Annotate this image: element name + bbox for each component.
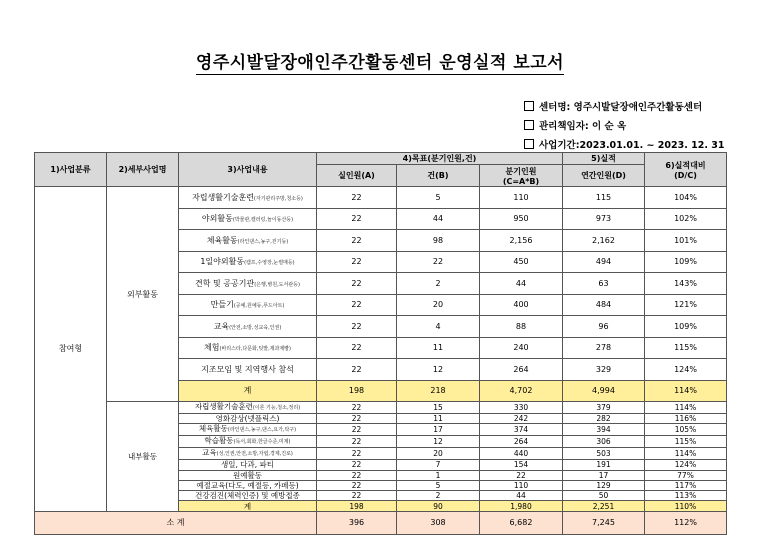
ratio-cell: 114% (645, 380, 727, 402)
goal-people-cell: 22 (317, 187, 397, 209)
actual-annual-cell: 282 (563, 414, 645, 424)
activity-detail: (바리스타,다문화,텃밭,제과제빵) (219, 346, 291, 353)
ratio-cell: 105% (645, 424, 727, 436)
goal-quarter-cell: 44 (480, 273, 563, 295)
actual-annual-cell: 17 (563, 470, 645, 480)
activity-name: 자립생활기술훈련 (192, 192, 254, 202)
header-category: 1)사업분류 (35, 153, 107, 187)
activity-name: 야외활동 (201, 214, 233, 224)
goal-quarter-cell: 330 (480, 402, 563, 414)
goal-count-cell: 11 (397, 414, 480, 424)
goal-quarter-cell: 440 (480, 448, 563, 460)
actual-annual-cell: 129 (563, 480, 645, 490)
goal-quarter-cell: 154 (480, 460, 563, 470)
goal-count-cell: 12 (397, 359, 480, 381)
goal-quarter-cell: 2,156 (480, 230, 563, 252)
goal-people-cell: 22 (317, 294, 397, 316)
goal-count-cell: 2 (397, 491, 480, 501)
goal-people-cell: 22 (317, 414, 397, 424)
activity-item (179, 414, 317, 424)
goal-people-cell: 198 (317, 501, 397, 511)
activity-detail: (독서,회화,한글수준,미계) (233, 439, 291, 446)
actual-annual-cell: 2,251 (563, 501, 645, 511)
actual-annual-cell: 306 (563, 436, 645, 448)
activity-name: 체험 (204, 343, 220, 353)
ratio-cell: 116% (645, 414, 727, 424)
report-title: 영주시발달장애인주간활동센터 운영실적 보고서 (195, 53, 565, 73)
ratio-cell: 143% (645, 273, 727, 295)
activity-item (179, 251, 317, 273)
activity-item (179, 448, 317, 460)
ratio-cell: 124% (645, 460, 727, 470)
checkbox-icon (524, 120, 534, 130)
ratio-cell: 121% (645, 294, 727, 316)
header-goal: 4)목표(분기인원,건) (317, 153, 563, 165)
goal-count-cell: 90 (397, 501, 480, 511)
activity-name: 학습활동 (204, 436, 234, 446)
checkbox-icon (524, 139, 534, 149)
activity-detail: (라인댄스,농구,걷기등) (237, 238, 289, 245)
header-subproject: 2)세부사업명 (107, 153, 179, 187)
activity-detail: (캠프,수영장,눈썰매등) (244, 260, 295, 267)
actual-annual-cell: 494 (563, 251, 645, 273)
goal-quarter-cell: 950 (480, 208, 563, 230)
goal-people-cell: 22 (317, 273, 397, 295)
goal-quarter-cell: 110 (480, 480, 563, 490)
goal-quarter-cell: 242 (480, 414, 563, 424)
activity-item (179, 208, 317, 230)
header-actual-annual: 연간인원(D) (563, 165, 645, 187)
actual-annual-cell: 191 (563, 460, 645, 470)
goal-people-cell: 22 (317, 337, 397, 359)
goal-quarter-cell: 264 (480, 436, 563, 448)
actual-annual-cell: 96 (563, 316, 645, 338)
subtotal-label: 계 (179, 380, 317, 402)
activity-item (179, 436, 317, 448)
goal-people-cell: 396 (317, 511, 397, 534)
goal-quarter-cell: 4,702 (480, 380, 563, 402)
goal-count-cell: 20 (397, 294, 480, 316)
actual-annual-cell: 115 (563, 187, 645, 209)
grand-total-row (35, 511, 727, 534)
ratio-cell: 115% (645, 436, 727, 448)
goal-people-cell: 22 (317, 208, 397, 230)
goal-count-cell: 44 (397, 208, 480, 230)
goal-quarter-cell: 22 (480, 470, 563, 480)
table-row (35, 402, 727, 414)
header-ratio: 6)실적대비 (D/C) (645, 153, 727, 187)
actual-annual-cell: 484 (563, 294, 645, 316)
goal-quarter-cell: 450 (480, 251, 563, 273)
goal-count-cell: 20 (397, 448, 480, 460)
goal-quarter-cell: 374 (480, 424, 563, 436)
header-goal-count: 건(B) (397, 165, 480, 187)
goal-count-cell: 5 (397, 187, 480, 209)
activity-name: 지조모임 및 지역행사 참석 (201, 364, 294, 374)
actual-annual-cell: 50 (563, 491, 645, 501)
activity-item (179, 359, 317, 381)
actual-annual-cell: 4,994 (563, 380, 645, 402)
report-meta (524, 98, 725, 155)
goal-count-cell: 12 (397, 436, 480, 448)
actual-annual-cell: 394 (563, 424, 645, 436)
activity-item (179, 480, 317, 490)
actual-annual-cell: 329 (563, 359, 645, 381)
category-cell: 참여형 (35, 187, 107, 512)
goal-count-cell: 7 (397, 460, 480, 470)
activity-item (179, 460, 317, 470)
meta-manager: 관리책임자: 이 순 옥 (524, 117, 725, 136)
activity-name: 예절교육(다도, 예절등, 카페등) (196, 481, 299, 491)
activity-detail: (은행,병원,도서관등) (254, 281, 300, 288)
header-actual: 5)실적 (563, 153, 645, 165)
activity-detail: (라인댄스,농구,댄스,요가,탁구) (227, 427, 297, 434)
activity-detail: (이론 기능,청소,정리) (252, 405, 301, 411)
table-row (35, 187, 727, 209)
goal-people-cell: 22 (317, 402, 397, 414)
activity-detail: (공예,원예등,푸드아트) (233, 303, 285, 310)
ratio-cell: 115% (645, 337, 727, 359)
ratio-cell: 117% (645, 480, 727, 490)
header-goal-quarter: 분기인원 (C=A*B) (480, 165, 563, 187)
ratio-cell: 124% (645, 359, 727, 381)
ratio-cell: 104% (645, 187, 727, 209)
activity-item (179, 316, 317, 338)
activity-detail: (성,인권,안전,소방,자립,경제,진로) (216, 451, 293, 458)
activity-item (179, 230, 317, 252)
actual-annual-cell: 379 (563, 402, 645, 414)
actual-annual-cell: 63 (563, 273, 645, 295)
goal-count-cell: 308 (397, 511, 480, 534)
ratio-cell: 102% (645, 208, 727, 230)
activity-item (179, 491, 317, 501)
checkbox-icon (524, 101, 534, 111)
activity-item (179, 424, 317, 436)
actual-annual-cell: 7,245 (563, 511, 645, 534)
goal-people-cell: 22 (317, 448, 397, 460)
goal-people-cell: 22 (317, 470, 397, 480)
goal-count-cell: 17 (397, 424, 480, 436)
subproject-cell: 내부활동 (107, 402, 179, 512)
goal-people-cell: 22 (317, 480, 397, 490)
activity-name: 영화감상(넷플릭스) (215, 414, 280, 424)
goal-people-cell: 22 (317, 436, 397, 448)
activity-name: 생일, 다과, 파티 (220, 460, 274, 470)
goal-quarter-cell: 6,682 (480, 511, 563, 534)
activity-item (179, 273, 317, 295)
activity-item (179, 187, 317, 209)
goal-people-cell: 22 (317, 424, 397, 436)
goal-count-cell: 11 (397, 337, 480, 359)
activity-item (179, 294, 317, 316)
goal-quarter-cell: 88 (480, 316, 563, 338)
activity-name: 만들기 (210, 300, 234, 310)
activity-name: 교육 (213, 321, 230, 331)
goal-count-cell: 5 (397, 480, 480, 490)
goal-people-cell: 22 (317, 316, 397, 338)
goal-quarter-cell: 264 (480, 359, 563, 381)
activity-item (179, 402, 317, 414)
subtotal-label: 계 (179, 501, 317, 511)
activity-name: 1일야외활동 (200, 257, 245, 267)
goal-people-cell: 22 (317, 359, 397, 381)
goal-people-cell: 198 (317, 380, 397, 402)
activity-name: 교육 (202, 448, 217, 458)
actual-annual-cell: 2,162 (563, 230, 645, 252)
goal-quarter-cell: 44 (480, 491, 563, 501)
goal-count-cell: 15 (397, 402, 480, 414)
activity-item (179, 470, 317, 480)
meta-center: 센터명: 영주시발달장애인주간활동센터 (524, 98, 725, 117)
performance-table (34, 152, 727, 535)
activity-name: 체육활동 (206, 235, 238, 245)
grand-total-label: 소 계 (35, 511, 317, 534)
header-content: 3)사업내용 (179, 153, 317, 187)
ratio-cell: 101% (645, 230, 727, 252)
ratio-cell: 114% (645, 448, 727, 460)
meta-period: 사업기간:2023.01.01. ~ 2023. 12. 31 (524, 136, 725, 155)
activity-detail: (안전,소방,성교육,인권) (229, 324, 282, 331)
activity-name: 원예활동 (233, 470, 262, 480)
goal-people-cell: 22 (317, 251, 397, 273)
ratio-cell: 114% (645, 402, 727, 414)
ratio-cell: 113% (645, 491, 727, 501)
actual-annual-cell: 503 (563, 448, 645, 460)
subproject-cell: 외부활동 (107, 187, 179, 402)
goal-quarter-cell: 110 (480, 187, 563, 209)
goal-count-cell: 2 (397, 273, 480, 295)
goal-count-cell: 1 (397, 470, 480, 480)
activity-name: 체육활동 (198, 424, 228, 434)
goal-quarter-cell: 1,980 (480, 501, 563, 511)
goal-quarter-cell: 400 (480, 294, 563, 316)
activity-name: 자립생활기술훈련 (194, 402, 253, 411)
actual-annual-cell: 278 (563, 337, 645, 359)
goal-people-cell: 22 (317, 491, 397, 501)
activity-item (179, 337, 317, 359)
activity-detail: (박물관,캘러링,놀이동산등) (232, 217, 294, 224)
goal-quarter-cell: 240 (480, 337, 563, 359)
activity-detail: (자기관리주방,청소등) (253, 195, 303, 202)
activity-name: 건강검진(체력인증) 및 예방접종 (195, 491, 300, 501)
goal-people-cell: 22 (317, 230, 397, 252)
goal-count-cell: 4 (397, 316, 480, 338)
goal-count-cell: 22 (397, 251, 480, 273)
ratio-cell: 109% (645, 251, 727, 273)
goal-count-cell: 98 (397, 230, 480, 252)
goal-people-cell: 22 (317, 460, 397, 470)
ratio-cell: 112% (645, 511, 727, 534)
actual-annual-cell: 973 (563, 208, 645, 230)
goal-count-cell: 218 (397, 380, 480, 402)
ratio-cell: 110% (645, 501, 727, 511)
ratio-cell: 77% (645, 470, 727, 480)
activity-name: 견학 및 공공기관 (195, 278, 255, 288)
ratio-cell: 109% (645, 316, 727, 338)
header-goal-people: 실인원(A) (317, 165, 397, 187)
